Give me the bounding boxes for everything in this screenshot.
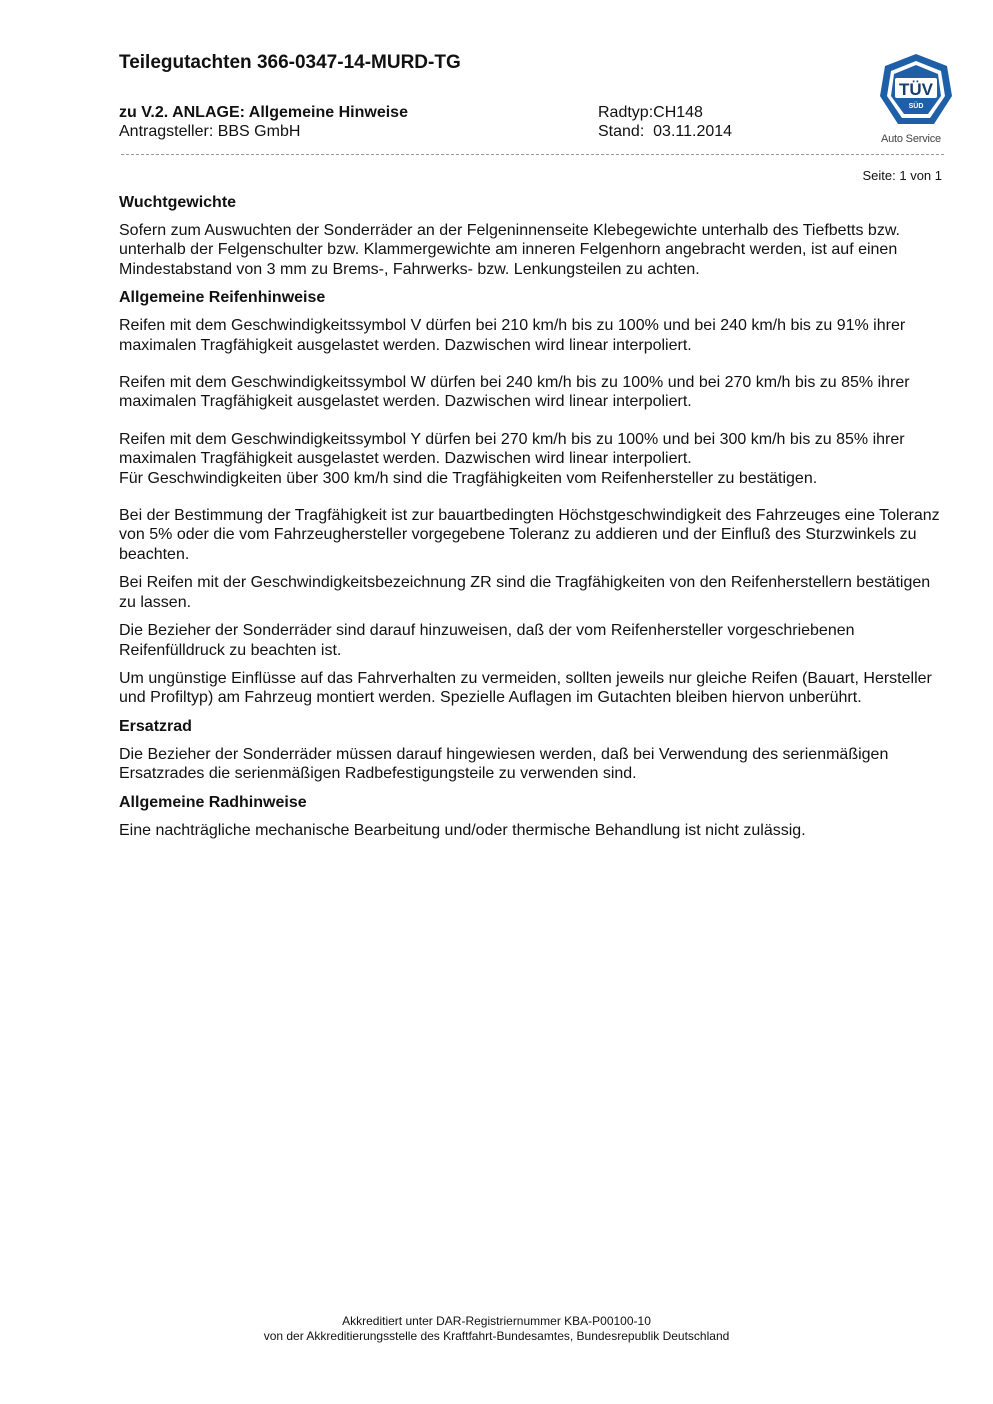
stand-row	[598, 123, 732, 141]
paragraph-fuelldruck: Die Bezieher der Sonderräder sind darauf hinzuweisen, daß der vom Reifenhersteller vorgeschriebenen Reifenfülldruck zu beachten ist.	[119, 622, 855, 659]
paragraph-radhinweise: Eine nachträgliche mechanische Bearbeitung und/oder thermische Behandlung ist nicht zulässig.	[119, 821, 806, 839]
paragraph-wucht: Sofern zum Auswuchten der Sonderräder an der Felgeninnenseite Klebegewichte unterhalb des Tiefbetts bzw. unterhalb der Felgenschulter bzw. Klammergewichte am inneren Felgenhorn angebracht werden, ist auf einen Mindestabstand von 3 mm zu Brems-, Fahrwerks- bzw. Lenkungsteilen zu achten.	[119, 222, 900, 278]
footer	[0, 1314, 993, 1344]
heading-wuchtgewichte: Wuchtgewichte	[119, 194, 237, 211]
paragraph-gleiche-reifen: Um ungünstige Einflüsse auf das Fahrverhalten zu vermeiden, sollten jeweils nur gleiche Reifen (Bauart, Hersteller und Profiltyp) am Fahrzeug montiert werden. Spezielle Auflagen im Gutachten bleiben hiervon unberührt.	[119, 669, 932, 707]
logo-caption: Auto Service	[881, 133, 941, 145]
stand-label: Stand:	[598, 123, 645, 140]
document-subtitle: zu V.2. ANLAGE: Allgemeine Hinweise	[119, 104, 408, 121]
paragraph-reifen-y: Reifen mit dem Geschwindigkeitssymbol Y dürfen bei 270 km/h bis zu 100% und bei 300 km/h bis zu 85% ihrer maximalen Tragfähigkeit ausgelastet werden. Dazwischen wird linear interpoliert.	[119, 430, 905, 468]
footer-line-2: von der Akkreditierungsstelle des Kraftfahrt-Bundesamtes, Bundesrepublik Deutschland	[263, 1329, 730, 1343]
paragraph-reifen-300: Für Geschwindigkeiten über 300 km/h sind die Tragfähigkeiten vom Reifenhersteller zu bestätigen.	[119, 469, 818, 487]
paragraph-reifen-w: Reifen mit dem Geschwindigkeitssymbol W dürfen bei 240 km/h bis zu 100% und bei 270 km/h bis zu 85% ihrer maximalen Tragfähigkeit ausgelastet werden. Dazwischen wird linear interpoliert.	[119, 374, 910, 411]
page-number: Seite: 1 von 1	[862, 168, 942, 183]
paragraph-zr: Bei Reifen mit der Geschwindigkeitsbezeichnung ZR sind die Tragfähigkeiten von den Reifenherstellern bestätigen zu lassen.	[119, 574, 931, 611]
stand-value: 03.11.2014	[653, 123, 733, 140]
logo-text: TÜV	[899, 80, 933, 99]
paragraph-reifen-v: Reifen mit dem Geschwindigkeitssymbol V dürfen bei 210 km/h bis zu 100% und bei 240 km/h bis zu 91% ihrer maximalen Tragfähigkeit ausgelastet werden. Dazwischen wird linear interpoliert.	[119, 317, 906, 354]
logo-subtext: SÜD	[908, 103, 924, 110]
footer-line-1: Akkreditiert unter DAR-Registriernummer KBA-P00100-10	[342, 1314, 651, 1328]
document-body	[119, 193, 945, 849]
radtyp-row	[598, 104, 703, 122]
applicant: Antragsteller: BBS GmbH	[119, 123, 301, 140]
radtyp-label: Radtyp:	[598, 104, 654, 121]
paragraph-tragfaehigkeit: Bei der Bestimmung der Tragfähigkeit ist zur bauartbedingten Höchstgeschwindigkeit des Fahrzeuges eine Toleranz von 5% oder die vom Fahrzeughersteller vorgegebene Toleranz zu addieren und der Einfluß des Sturzwinkels zu beachten.	[119, 507, 940, 563]
heading-reifenhinweise: Allgemeine Reifenhinweise	[119, 289, 326, 307]
header-divider	[121, 154, 944, 155]
heading-ersatzrad: Ersatzrad	[119, 717, 192, 735]
document-title: Teilegutachten 366-0347-14-MURD-TG	[119, 52, 461, 73]
paragraph-ersatzrad: Die Bezieher der Sonderräder müssen darauf hingewiesen werden, daß bei Verwendung des serienmäßigen Ersatzrades die serienmäßigen Radbefestigungsteile zu verwenden sind.	[119, 745, 889, 783]
heading-radhinweise: Allgemeine Radhinweise	[119, 793, 307, 811]
radtyp-value: CH148	[653, 104, 703, 121]
